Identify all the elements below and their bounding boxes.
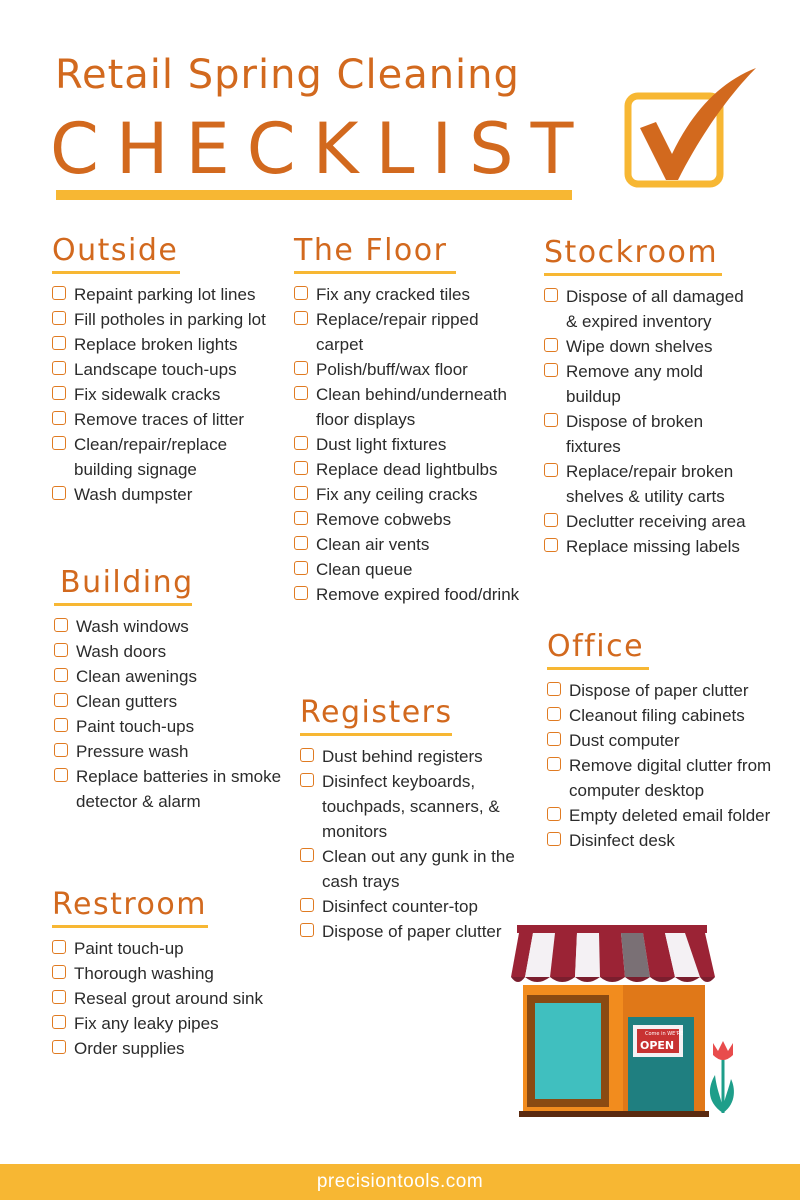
checklist-item-label: Order supplies	[74, 1039, 185, 1058]
checklist-item-label: Dispose of all damaged & expired inventory	[566, 287, 744, 331]
checkbox-icon[interactable]	[300, 923, 314, 937]
checkbox-icon[interactable]	[294, 436, 308, 450]
section-title: Outside	[52, 233, 179, 268]
checklist-item-label: Replace batteries in smoke detector & alarm	[76, 767, 282, 811]
checklist-item-label: Declutter receiving area	[566, 512, 746, 531]
checklist-item-label: Remove digital clutter from computer desktop	[569, 756, 772, 800]
checkbox-icon[interactable]	[294, 536, 308, 550]
checkbox-icon[interactable]	[294, 561, 308, 575]
checkbox-icon[interactable]	[52, 965, 66, 979]
checkbox-icon[interactable]	[294, 586, 308, 600]
checklist-item-label: Polish/buff/wax floor	[316, 360, 468, 379]
checklist-restroom	[52, 936, 282, 1061]
checkbox-icon[interactable]	[54, 693, 68, 707]
checkbox-icon[interactable]	[547, 832, 561, 846]
checkbox-icon[interactable]	[52, 436, 66, 450]
checkbox-icon[interactable]	[54, 618, 68, 632]
checklist-item-label: Fill potholes in parking lot	[74, 310, 266, 329]
section-rule	[294, 271, 456, 274]
checklist-item	[54, 664, 284, 689]
checkbox-icon[interactable]	[54, 743, 68, 757]
checklist-floor	[294, 282, 526, 607]
checklist-item	[544, 409, 759, 459]
checklist-item	[52, 307, 277, 332]
checklist-item-label: Dispose of broken fixtures	[566, 412, 704, 456]
checklist-item-label: Clean awenings	[76, 667, 197, 686]
checklist-item-label: Dust light fixtures	[316, 435, 447, 454]
checklist-item	[294, 307, 526, 357]
checkbox-icon[interactable]	[544, 513, 558, 527]
checklist-item	[54, 614, 284, 639]
checklist-item	[52, 936, 282, 961]
checklist-item	[294, 282, 526, 307]
checklist-item	[52, 1011, 282, 1036]
awning	[511, 933, 715, 982]
checklist-item	[294, 582, 526, 607]
checklist-item	[547, 753, 787, 803]
section-office	[547, 629, 787, 853]
checklist-item-label: Clean air vents	[316, 535, 430, 554]
section-title: The Floor	[294, 233, 448, 268]
checkbox-icon[interactable]	[547, 682, 561, 696]
checkbox-icon[interactable]	[300, 848, 314, 862]
checklist-item-label: Dust computer	[569, 731, 680, 750]
header-checklist-title: CHECKLIST	[50, 108, 591, 190]
section-floor	[294, 233, 526, 607]
checklist-item-label: Clean gutters	[76, 692, 178, 711]
checkbox-icon[interactable]	[52, 361, 66, 375]
checklist-item-label: Remove any mold buildup	[566, 362, 704, 406]
checklist-item	[294, 432, 526, 457]
header-underline	[56, 190, 572, 200]
checklist-item-label: Wash windows	[76, 617, 189, 636]
checklist-item	[294, 457, 526, 482]
checklist-item-label: Remove cobwebs	[316, 510, 452, 529]
checklist-item-label: Clean behind/underneath floor displays	[316, 385, 507, 429]
checklist-item	[52, 357, 277, 382]
checklist-item-label: Dispose of paper clutter	[322, 922, 502, 941]
checklist-item-label: Replace missing labels	[566, 537, 740, 556]
checklist-outside	[52, 282, 277, 507]
checklist-item	[52, 332, 277, 357]
checklist-item	[294, 557, 526, 582]
checklist-item-label: Reseal grout around sink	[74, 989, 264, 1008]
checkbox-icon[interactable]	[544, 413, 558, 427]
checklist-item-label: Clean out any gunk in the cash trays	[322, 847, 515, 891]
section-stockroom	[544, 235, 759, 559]
checkbox-icon[interactable]	[547, 757, 561, 771]
checklist-item	[547, 803, 787, 828]
checkbox-icon[interactable]	[294, 311, 308, 325]
checkbox-icon[interactable]	[52, 311, 66, 325]
checklist-item	[547, 728, 787, 753]
checklist-item-label: Empty deleted email folder	[569, 806, 771, 825]
checklist-item	[54, 764, 284, 814]
checkbox-icon[interactable]	[544, 338, 558, 352]
checkbox-icon[interactable]	[52, 990, 66, 1004]
checklist-item	[547, 703, 787, 728]
checkbox-icon[interactable]	[52, 286, 66, 300]
checkbox-icon[interactable]	[54, 643, 68, 657]
checkbox-icon[interactable]	[547, 707, 561, 721]
checklist-item	[300, 744, 528, 769]
checklist-item-label: Remove traces of litter	[74, 410, 245, 429]
checklist-item	[294, 532, 526, 557]
checkbox-icon[interactable]	[547, 807, 561, 821]
checklist-item-label: Dispose of paper clutter	[569, 681, 749, 700]
checklist-item	[294, 382, 526, 432]
checkbox-icon[interactable]	[294, 361, 308, 375]
checklist-item-label: Fix any leaky pipes	[74, 1014, 219, 1033]
footer-bar	[0, 1164, 800, 1200]
checklist-item-label: Replace dead lightbulbs	[316, 460, 498, 479]
header-title: Retail Spring Cleaning	[55, 52, 520, 98]
checkbox-icon[interactable]	[294, 386, 308, 400]
checklist-item-label: Dust behind registers	[322, 747, 483, 766]
checklist-item	[52, 482, 277, 507]
checklist-item	[52, 986, 282, 1011]
checkbox-icon[interactable]	[544, 463, 558, 477]
checklist-item	[544, 459, 759, 509]
checklist-item-label: Fix any ceiling cracks	[316, 485, 478, 504]
checklist-item-label: Thorough washing	[74, 964, 214, 983]
checklist-item-label: Replace broken lights	[74, 335, 238, 354]
checklist-item-label: Clean/repair/replace building signage	[74, 435, 228, 479]
checklist-item-label: Wash dumpster	[74, 485, 193, 504]
section-outside	[52, 233, 277, 507]
section-rule	[547, 667, 649, 670]
checklist-item-label: Disinfect counter-top	[322, 897, 478, 916]
checklist-item-label: Cleanout filing cabinets	[569, 706, 745, 725]
checklist-registers	[300, 744, 528, 944]
section-registers	[300, 695, 528, 944]
checklist-item	[52, 1036, 282, 1061]
checklist-item	[544, 359, 759, 409]
store-sign-open: OPEN	[640, 1039, 675, 1052]
checklist-item	[52, 382, 277, 407]
checkbox-icon[interactable]	[294, 461, 308, 475]
checklist-item-label: Remove expired food/drink	[316, 585, 520, 604]
section-title: Registers	[300, 695, 453, 730]
section-title: Building	[60, 565, 194, 600]
checkmark-box-icon	[622, 62, 762, 190]
checklist-item-label: Replace/repair broken shelves & utility carts	[566, 462, 734, 506]
checklist-item	[544, 509, 759, 534]
section-building	[54, 565, 284, 814]
checkbox-icon[interactable]	[54, 718, 68, 732]
checkbox-icon[interactable]	[52, 486, 66, 500]
section-rule	[54, 603, 192, 606]
checklist-item	[294, 482, 526, 507]
checkbox-icon[interactable]	[294, 486, 308, 500]
checkbox-icon[interactable]	[294, 286, 308, 300]
checklist-item-label: Paint touch-ups	[76, 717, 195, 736]
checklist-item	[54, 714, 284, 739]
checklist-office	[547, 678, 787, 853]
store-sign-top: Come in WE'RE	[645, 1031, 684, 1037]
checkbox-icon[interactable]	[547, 732, 561, 746]
checkbox-icon[interactable]	[544, 288, 558, 302]
checklist-item-label: Landscape touch-ups	[74, 360, 237, 379]
checklist-item	[52, 407, 277, 432]
checklist-item	[300, 844, 528, 894]
checklist-item	[544, 334, 759, 359]
checkbox-icon[interactable]	[294, 511, 308, 525]
footer-website[interactable]: precisiontools.com	[316, 1171, 484, 1192]
storefront-illustration	[505, 925, 745, 1120]
checkbox-icon[interactable]	[544, 538, 558, 552]
checkbox-icon[interactable]	[300, 898, 314, 912]
checkbox-icon[interactable]	[52, 940, 66, 954]
section-restroom	[52, 887, 282, 1061]
section-title: Restroom	[52, 887, 207, 922]
checklist-building	[54, 614, 284, 814]
checklist-item	[52, 961, 282, 986]
section-rule	[544, 273, 722, 276]
checklist-item	[54, 639, 284, 664]
checklist-item	[294, 507, 526, 532]
checkbox-icon[interactable]	[300, 748, 314, 762]
checklist-item-label: Pressure wash	[76, 742, 189, 761]
checklist-item-label: Paint touch-up	[74, 939, 184, 958]
checklist-stockroom	[544, 284, 759, 559]
checklist-item	[300, 769, 528, 844]
section-title: Stockroom	[544, 235, 719, 270]
checkbox-icon[interactable]	[300, 773, 314, 787]
checklist-item	[52, 432, 277, 482]
checklist-item-label: Clean queue	[316, 560, 413, 579]
checklist-item-label: Disinfect keyboards, touchpads, scanners, & monitors	[322, 772, 500, 841]
section-rule	[300, 733, 452, 736]
checklist-item	[300, 894, 528, 919]
checkbox-icon[interactable]	[52, 411, 66, 425]
checklist-item-label: Wash doors	[76, 642, 167, 661]
checklist-item	[544, 534, 759, 559]
tulip-icon	[710, 1041, 734, 1113]
checkbox-icon[interactable]	[54, 768, 68, 782]
checkbox-icon[interactable]	[54, 668, 68, 682]
section-rule	[52, 925, 208, 928]
checklist-item	[300, 919, 528, 944]
checkbox-icon[interactable]	[52, 386, 66, 400]
section-title: Office	[547, 629, 645, 664]
checklist-item-label: Fix sidewalk cracks	[74, 385, 221, 404]
checklist-item-label: Repaint parking lot lines	[74, 285, 256, 304]
checkbox-icon[interactable]	[52, 1040, 66, 1054]
checklist-item	[544, 284, 759, 334]
checklist-item	[54, 689, 284, 714]
checkbox-icon[interactable]	[52, 1015, 66, 1029]
checklist-item	[52, 282, 277, 307]
section-rule	[52, 271, 180, 274]
checkbox-icon[interactable]	[52, 336, 66, 350]
checklist-item	[547, 678, 787, 703]
checklist-item-label: Disinfect desk	[569, 831, 675, 850]
checklist-item	[547, 828, 787, 853]
checklist-item-label: Replace/repair ripped carpet	[316, 310, 479, 354]
checkbox-icon[interactable]	[544, 363, 558, 377]
checklist-item-label: Fix any cracked tiles	[316, 285, 470, 304]
checklist-item	[54, 739, 284, 764]
checklist-item	[294, 357, 526, 382]
checklist-item-label: Wipe down shelves	[566, 337, 713, 356]
